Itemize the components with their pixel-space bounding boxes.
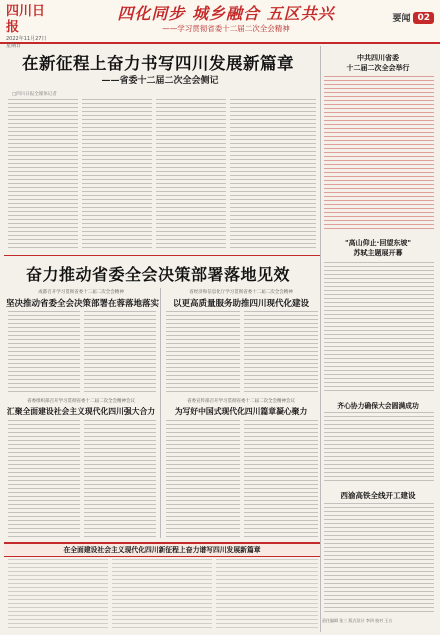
lead-headline: 在新征程上奋力书写四川发展新篇章 xyxy=(22,54,294,73)
feature-body-b xyxy=(112,559,212,631)
feature-body-c xyxy=(216,559,318,631)
right-top-headline: 中共四川省委 十二届二次全会举行 xyxy=(346,54,410,72)
story-2-body-a xyxy=(166,311,240,393)
railway-body xyxy=(324,503,434,615)
lead-body-col-3 xyxy=(156,99,226,251)
story-4-body-a xyxy=(166,420,240,538)
lead-subheadline: ——省委十二届二次全会侧记 xyxy=(101,76,219,86)
story-4-body-b xyxy=(244,420,318,538)
exhibition-headline: "高山仰止·回望东坡" 苏轼主题展开幕 xyxy=(345,239,411,257)
logo-title: 四川日报 xyxy=(6,4,46,35)
story-1-body-b xyxy=(84,311,156,393)
story-2-kicker: 省经济和信息化厅学习贯彻省委十二届二次全会精神 xyxy=(189,290,293,295)
section-divider xyxy=(4,255,320,256)
conference-headline: 齐心协力确保大会圆满成功 xyxy=(337,402,419,410)
railway-headline: 西渝高铁全线开工建设 xyxy=(340,491,416,500)
story-3-body-b xyxy=(84,420,156,538)
story-1-body-a xyxy=(8,311,80,393)
story-3-kicker: 省委组织部召开学习贯彻省委十二届二次全会精神会议 xyxy=(27,399,135,404)
page-number-badge: 02 xyxy=(413,12,434,24)
banner-main-slogan: 四化同步 城乡融合 五区共兴 xyxy=(117,4,335,23)
right-column-divider xyxy=(320,46,321,632)
masthead xyxy=(0,0,440,49)
newspaper-logo xyxy=(6,4,52,49)
story-2-body-b xyxy=(244,311,318,393)
story-4-headline: 为写好中国式现代化四川篇章凝心聚力 xyxy=(174,407,308,416)
section-name: 要闻 xyxy=(392,14,411,24)
story-1-headline: 坚决推动省委全会决策部署在蓉落地落实 xyxy=(6,299,160,309)
block2-headline: 奋力推动省委全会决策部署落地见效 xyxy=(25,265,290,284)
story-2-headline: 以更高质量服务助推四川现代化建设 xyxy=(172,299,309,309)
feature-body-a xyxy=(8,559,108,631)
right-top-body xyxy=(324,76,434,232)
story-3-headline: 汇聚全面建设社会主义现代化四川强大合力 xyxy=(6,407,156,416)
logo-date: 2022年11月27日 星期日 xyxy=(6,36,47,49)
feature-banner-title: 在全面建设社会主义现代化四川新征程上奋力谱写四川发展新篇章 xyxy=(63,546,261,554)
column-divider xyxy=(160,288,161,538)
conference-body xyxy=(324,412,434,484)
editor-credits: 责任编辑 张三 版式设计 李四 校对 王五 xyxy=(322,618,393,623)
story-4-kicker: 省委宣传部召开学习贯彻省委十二届二次全会精神会议 xyxy=(187,399,295,404)
exhibition-body xyxy=(324,262,434,394)
theme-banner xyxy=(96,4,356,34)
section-label xyxy=(392,11,434,24)
lead-byline: □四川日报全媒体记者 xyxy=(12,92,57,97)
lead-body-col-2 xyxy=(82,99,152,251)
banner-subtitle: ——学习贯彻省委十二届二次全会精神 xyxy=(162,24,290,33)
lead-body-col-1 xyxy=(8,99,78,251)
feature-banner xyxy=(4,542,320,557)
lead-body-col-4 xyxy=(230,99,316,251)
story-3-body-a xyxy=(8,420,80,538)
story-1-kicker: 成都召开学习贯彻省委十二届二次全会精神 xyxy=(38,290,124,295)
